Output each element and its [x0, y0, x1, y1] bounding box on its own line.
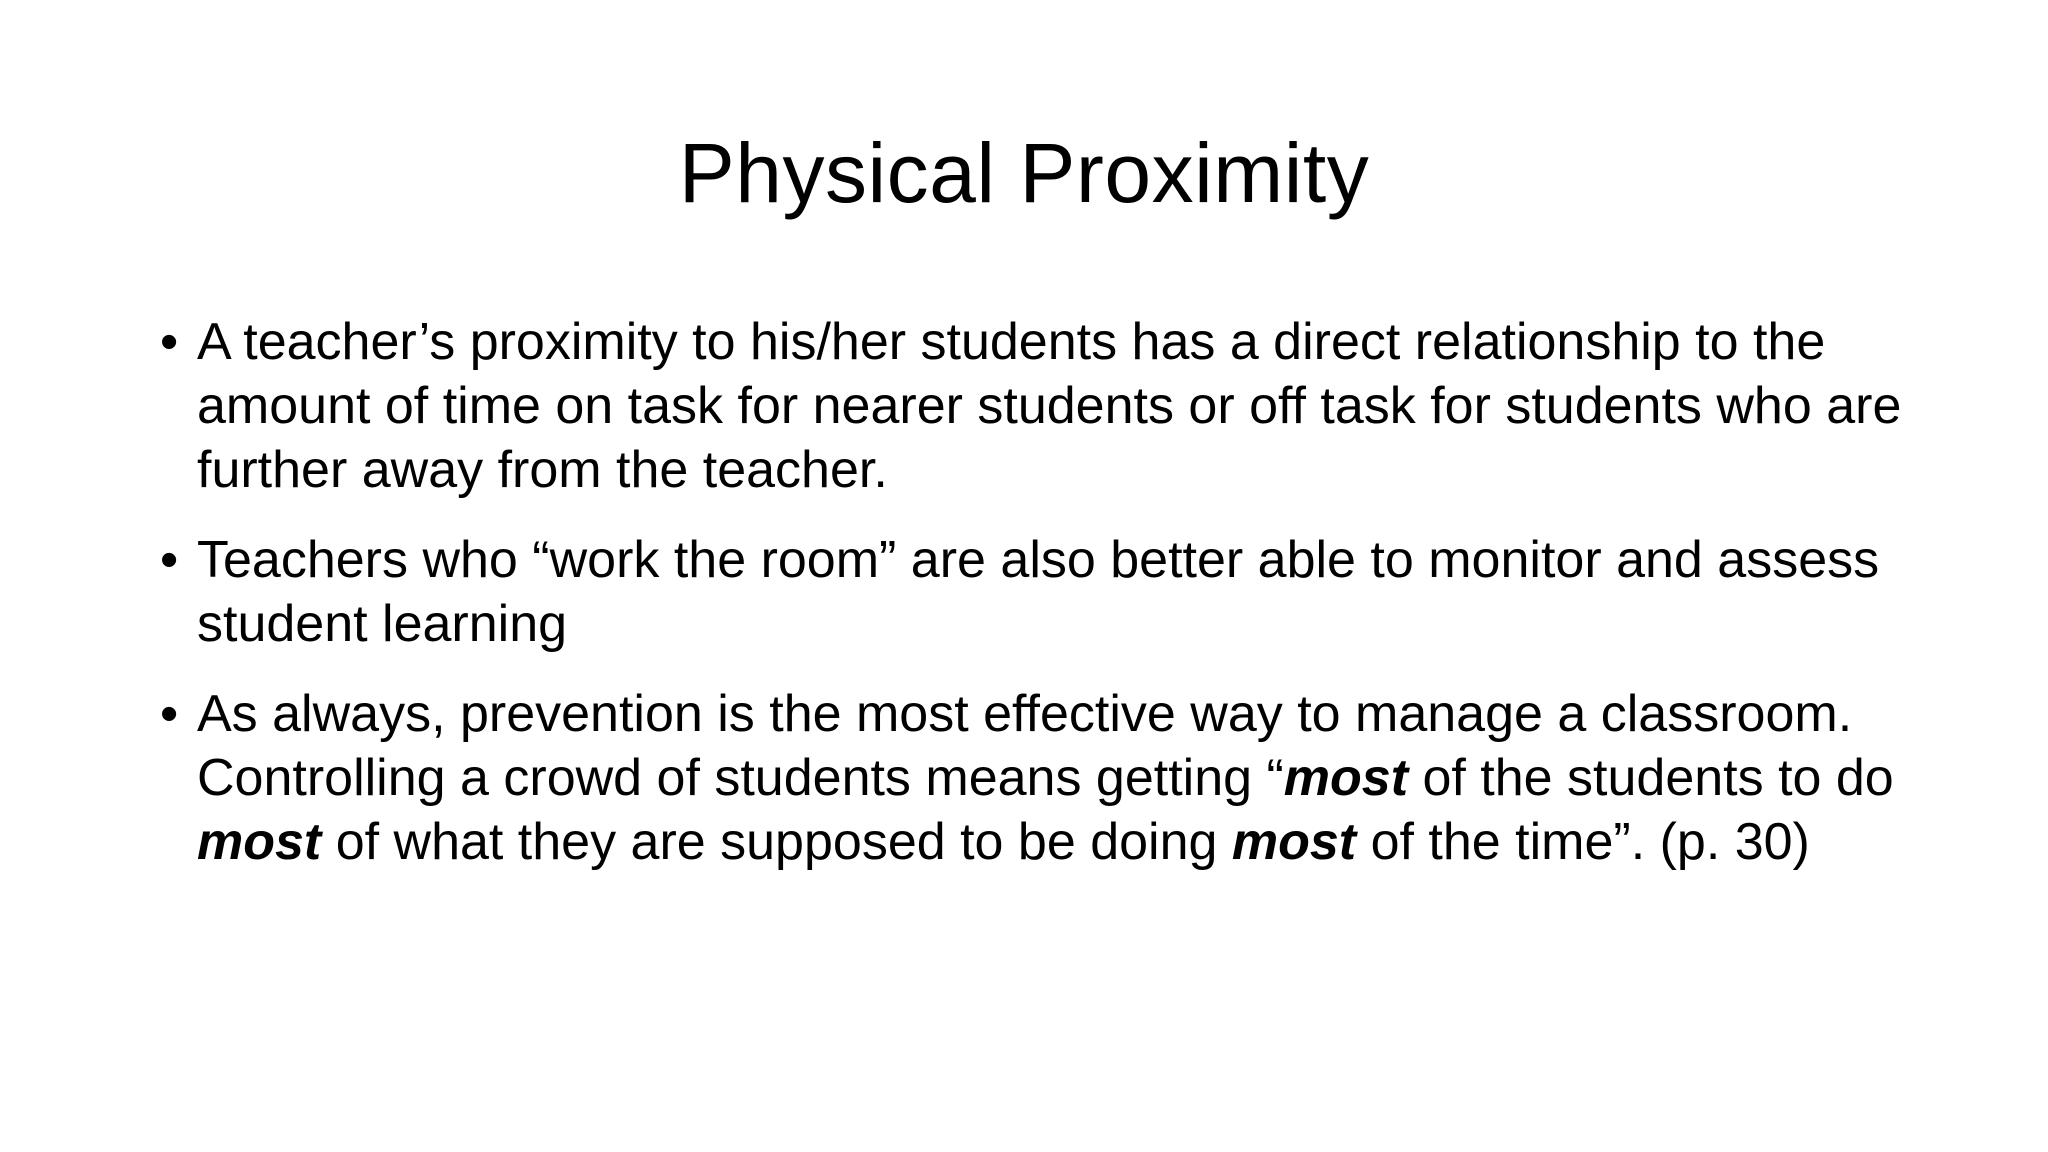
bullet-item: [160, 528, 1920, 656]
bullet-item: [160, 310, 1920, 502]
bullet-icon: •: [160, 531, 179, 589]
emphasis-text: most: [1283, 749, 1409, 807]
bullet-text: [197, 685, 1894, 871]
bullet-icon: •: [160, 685, 179, 743]
bullet-text-segment: of the time”. (p. 30): [1356, 813, 1810, 871]
bullet-text: Teachers who “work the room” are also better able to monitor and assess student learning: [197, 531, 1880, 653]
emphasis-text: most: [197, 813, 322, 871]
emphasis-text: most: [1231, 813, 1357, 871]
bullet-list: [160, 310, 1920, 900]
bullet-text-segment: As always, prevention is the most effective way to manage a classroom. Controlling a crowd of students means getting “: [197, 685, 1853, 807]
bullet-text: A teacher’s proximity to his/her students has a direct relationship to the amount of time on task for nearer students or off task for students who are further away from the teacher.: [197, 313, 1902, 499]
slide-title: Physical Proximity: [678, 126, 1370, 220]
bullet-text-segment: of the students to do: [1408, 749, 1894, 807]
bullet-text-segment: of what they are supposed to be doing: [321, 813, 1232, 871]
bullet-item: [160, 682, 1920, 874]
bullet-icon: •: [160, 313, 179, 371]
